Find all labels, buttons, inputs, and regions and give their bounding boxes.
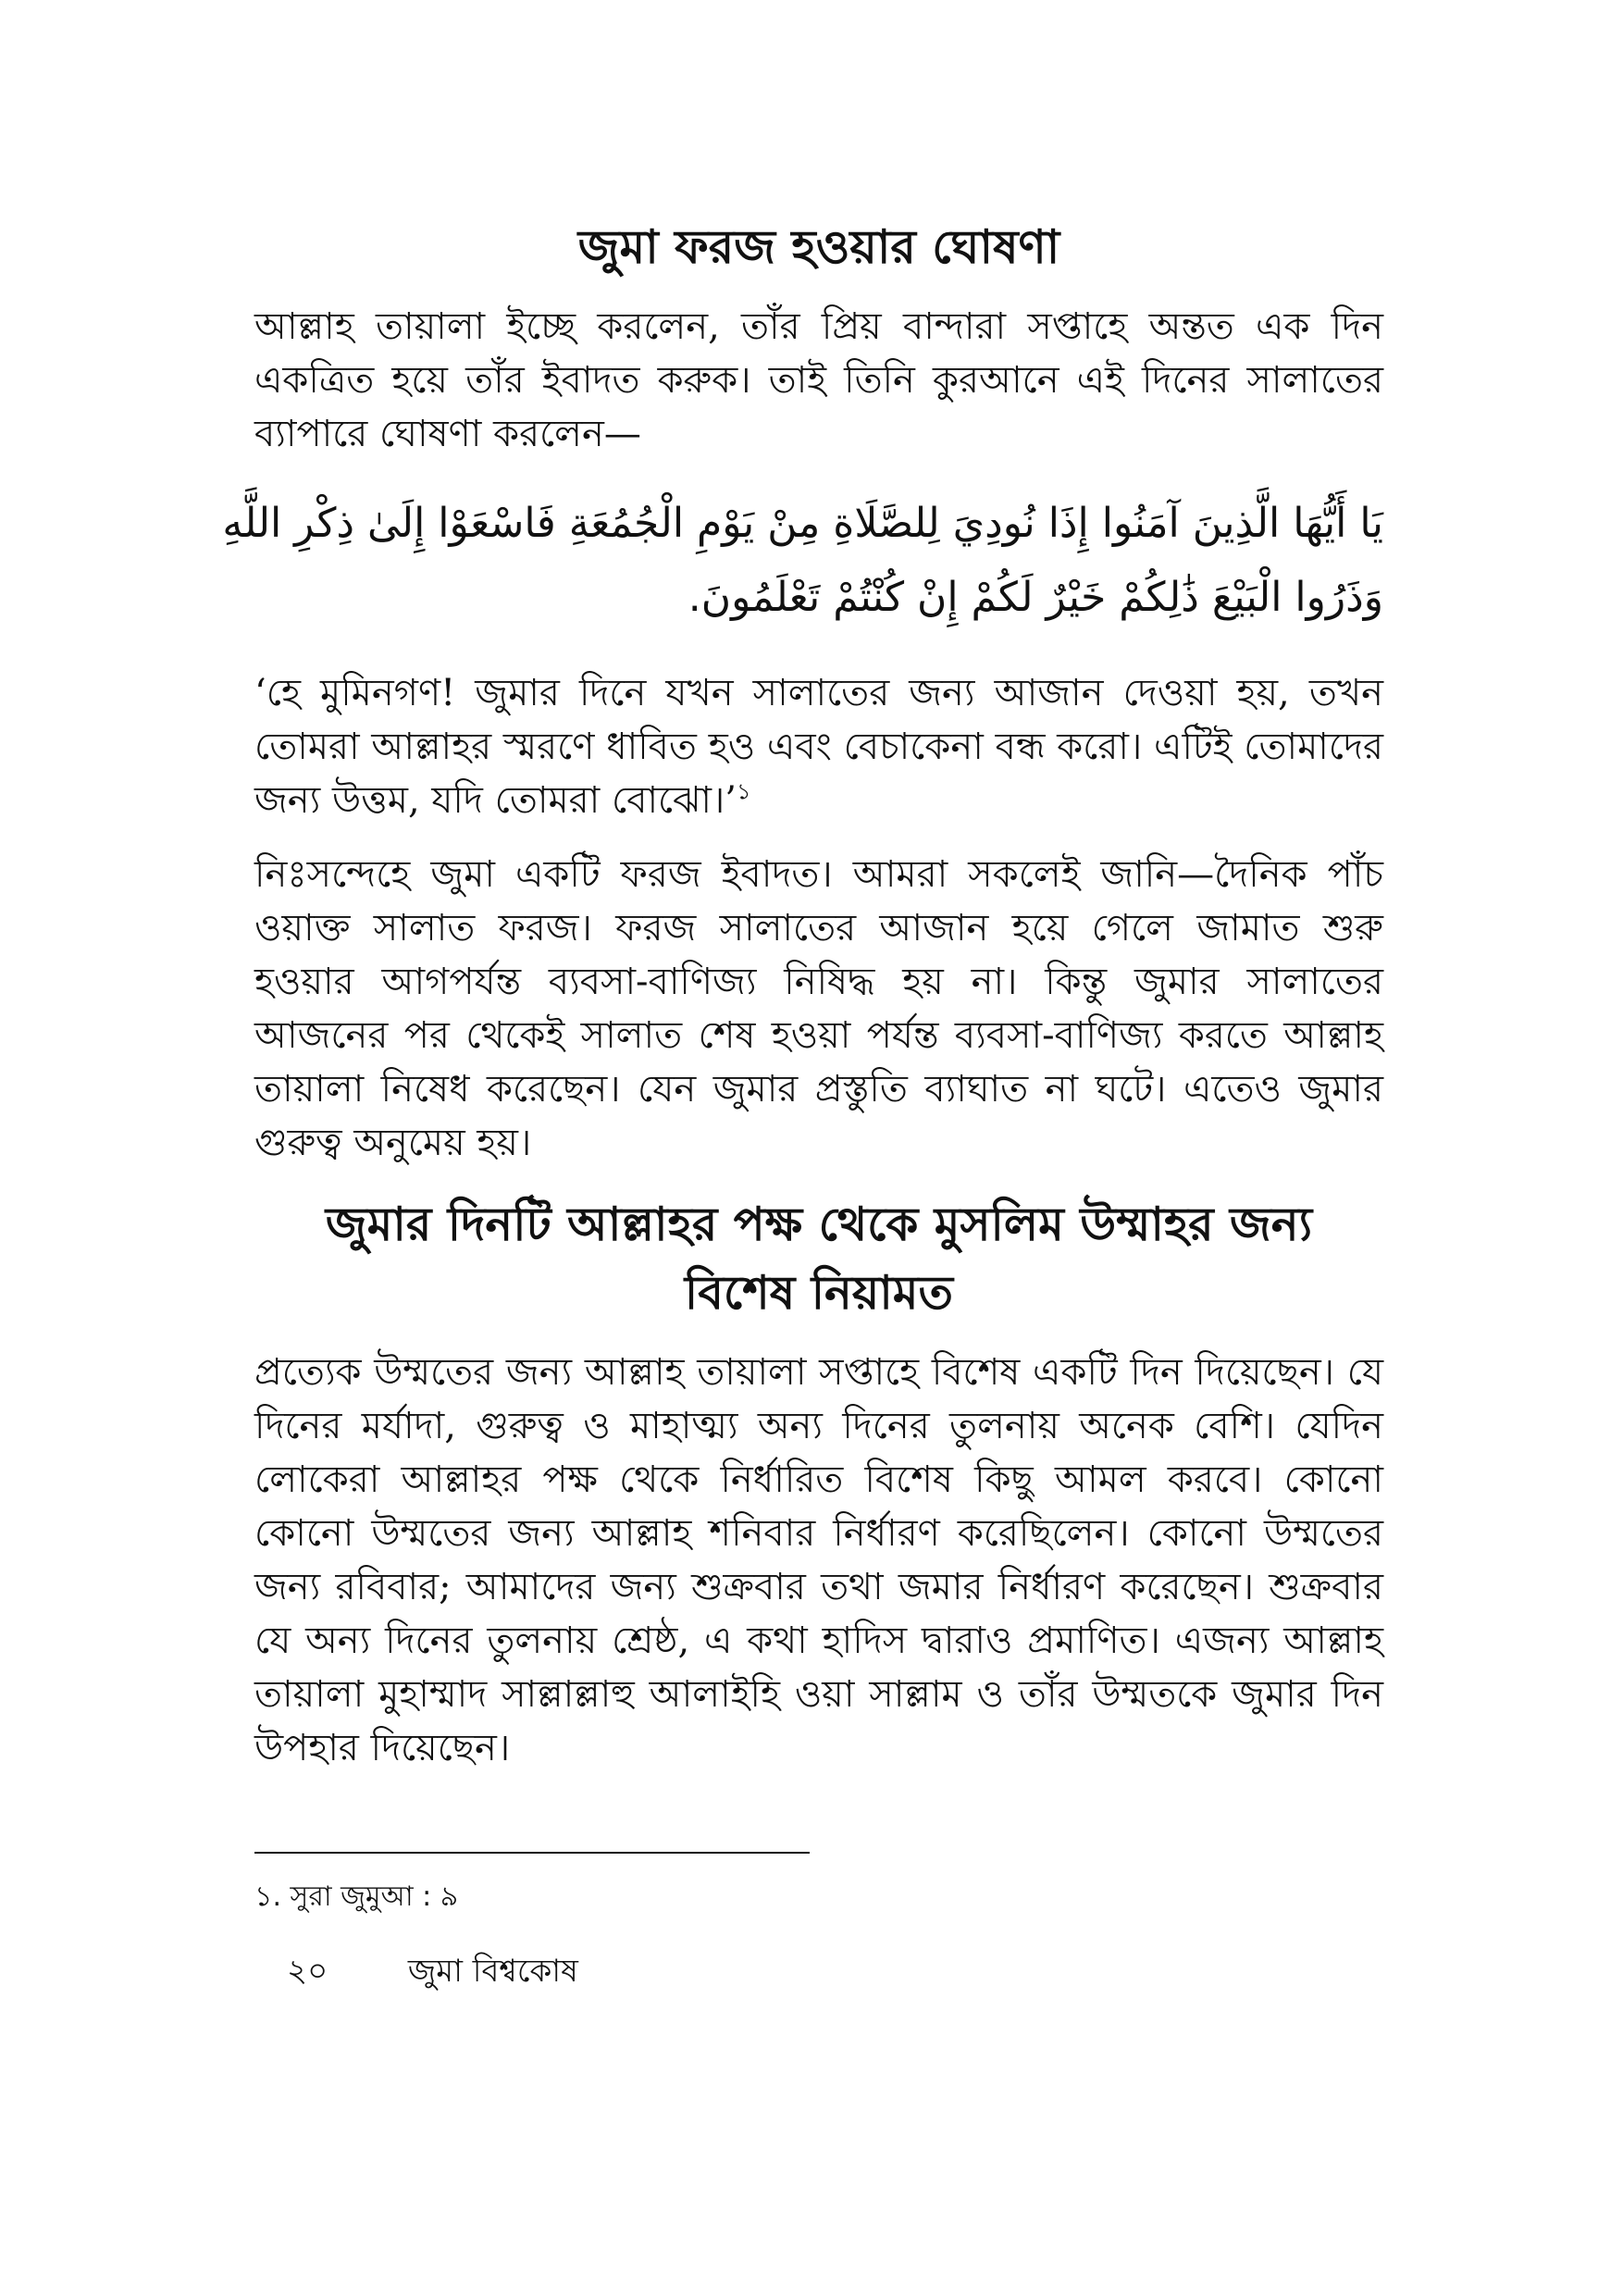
intro-paragraph: আল্লাহ তায়ালা ইচ্ছে করলেন, তাঁর প্রিয় বান্দারা সপ্তাহে অন্তত এক দিন একত্রিত হয়ে তাঁর ইবাদত করুক। তাই তিনি কুরআনে এই দিনের সালাতের ব্যাপারে ঘোষণা করলেন— [254,305,1383,455]
verse-translation [254,666,1383,827]
quran-verse-line-2: وَذَرُوا الْبَيْعَ ذَٰلِكُمْ خَيْرٌ لَكُمْ إِنْ كُنْتُمْ تَعْلَمُونَ. [688,574,1383,621]
quran-verse [222,487,1383,635]
heading-text: জুমা ফরজ হওয়ার ঘোষণা [577,220,1060,274]
heading-line-2: বিশেষ নিয়ামত [684,1266,954,1320]
heading-line-1: জুমার দিনটি আল্লাহর পক্ষ থেকে মুসলিম উম্মাহর জন্য [325,1198,1313,1251]
translation-text: ‘হে মুমিনগণ! জুমার দিনে যখন সালাতের জন্য আজান দেওয়া হয়, তখন তোমরা আল্লাহর স্মরণে ধাবিত হও এবং বেচাকেনা বন্ধ করো। এটিই তোমাদের জন্য উত্তম, যদি তোমরা বোঝো।’ [254,672,1383,822]
page-number: ২০ [287,1953,328,1990]
body-paragraph-2: প্রত্যেক উম্মতের জন্য আল্লাহ তায়ালা সপ্তাহে বিশেষ একটি দিন দিয়েছেন। যে দিনের মর্যাদা, গুরুত্ব ও মাহাত্ম্য অন্য দিনের তুলনায় অনেক বেশি। যেদিন লোকেরা আল্লাহর পক্ষ থেকে নির্ধারিত বিশেষ কিছু আমল করবে। কোনো কোনো উম্মতের জন্য আল্লাহ শনিবার নির্ধারণ করেছিলেন। কোনো উম্মতের জন্য রবিবার; আমাদের জন্য শুক্রবার তথা জমার নির্ধারণ করেছেন। শুক্রবার যে অন্য দিনের তুলনায় শ্রেষ্ঠ, এ কথা হাদিস দ্বারাও প্রমাণিত। এজন্য আল্লাহ তায়ালা মুহাম্মাদ সাল্লাল্লাহু আলাইহি ওয়া সাল্লাম ও তাঁর উম্মতকে জুমার দিন উপহার দিয়েছেন। [254,1351,1383,1769]
section-heading-jumma-obligation [254,213,1383,281]
book-title: জুমা বিশ্বকোষ [407,1953,578,1990]
footnote: ১. সুরা জুমুআ : ৯ [254,1880,459,1913]
footnote-reference[interactable]: ১ [737,778,751,805]
section-heading-special-blessing [254,1190,1383,1327]
quran-verse-line-1: يَا أَيُّهَا الَّذِينَ آمَنُوا إِذَا نُودِيَ لِلصَّلَاةِ مِنْ يَوْمِ الْجُمُعَةِ فَاسْعَوْا إِلَىٰ ذِكْرِ اللَّهِ [222,500,1383,547]
page-content [222,213,1383,1795]
footnote-divider [254,1852,810,1854]
page-footer [287,1951,578,1992]
body-paragraph-1: নিঃসন্দেহে জুমা একটি ফরজ ইবাদত। আমরা সকলেই জানি—দৈনিক পাঁচ ওয়াক্ত সালাত ফরজ। ফরজ সালাতের আজান হয়ে গেলে জামাত শুরু হওয়ার আগপর্যন্ত ব্যবসা-বাণিজ্য নিষিদ্ধ হয় না। কিন্তু জুমার সালাতের আজনের পর থেকেই সালাত শেষ হওয়া পর্যন্ত ব্যবসা-বাণিজ্য করতে আল্লাহ তায়ালা নিষেধ করেছেন। যেন জুমার প্রস্তুতি ব্যাঘাত না ঘটে। এতেও জুমার গুরুত্ব অনুমেয় হয়। [254,853,1383,1164]
